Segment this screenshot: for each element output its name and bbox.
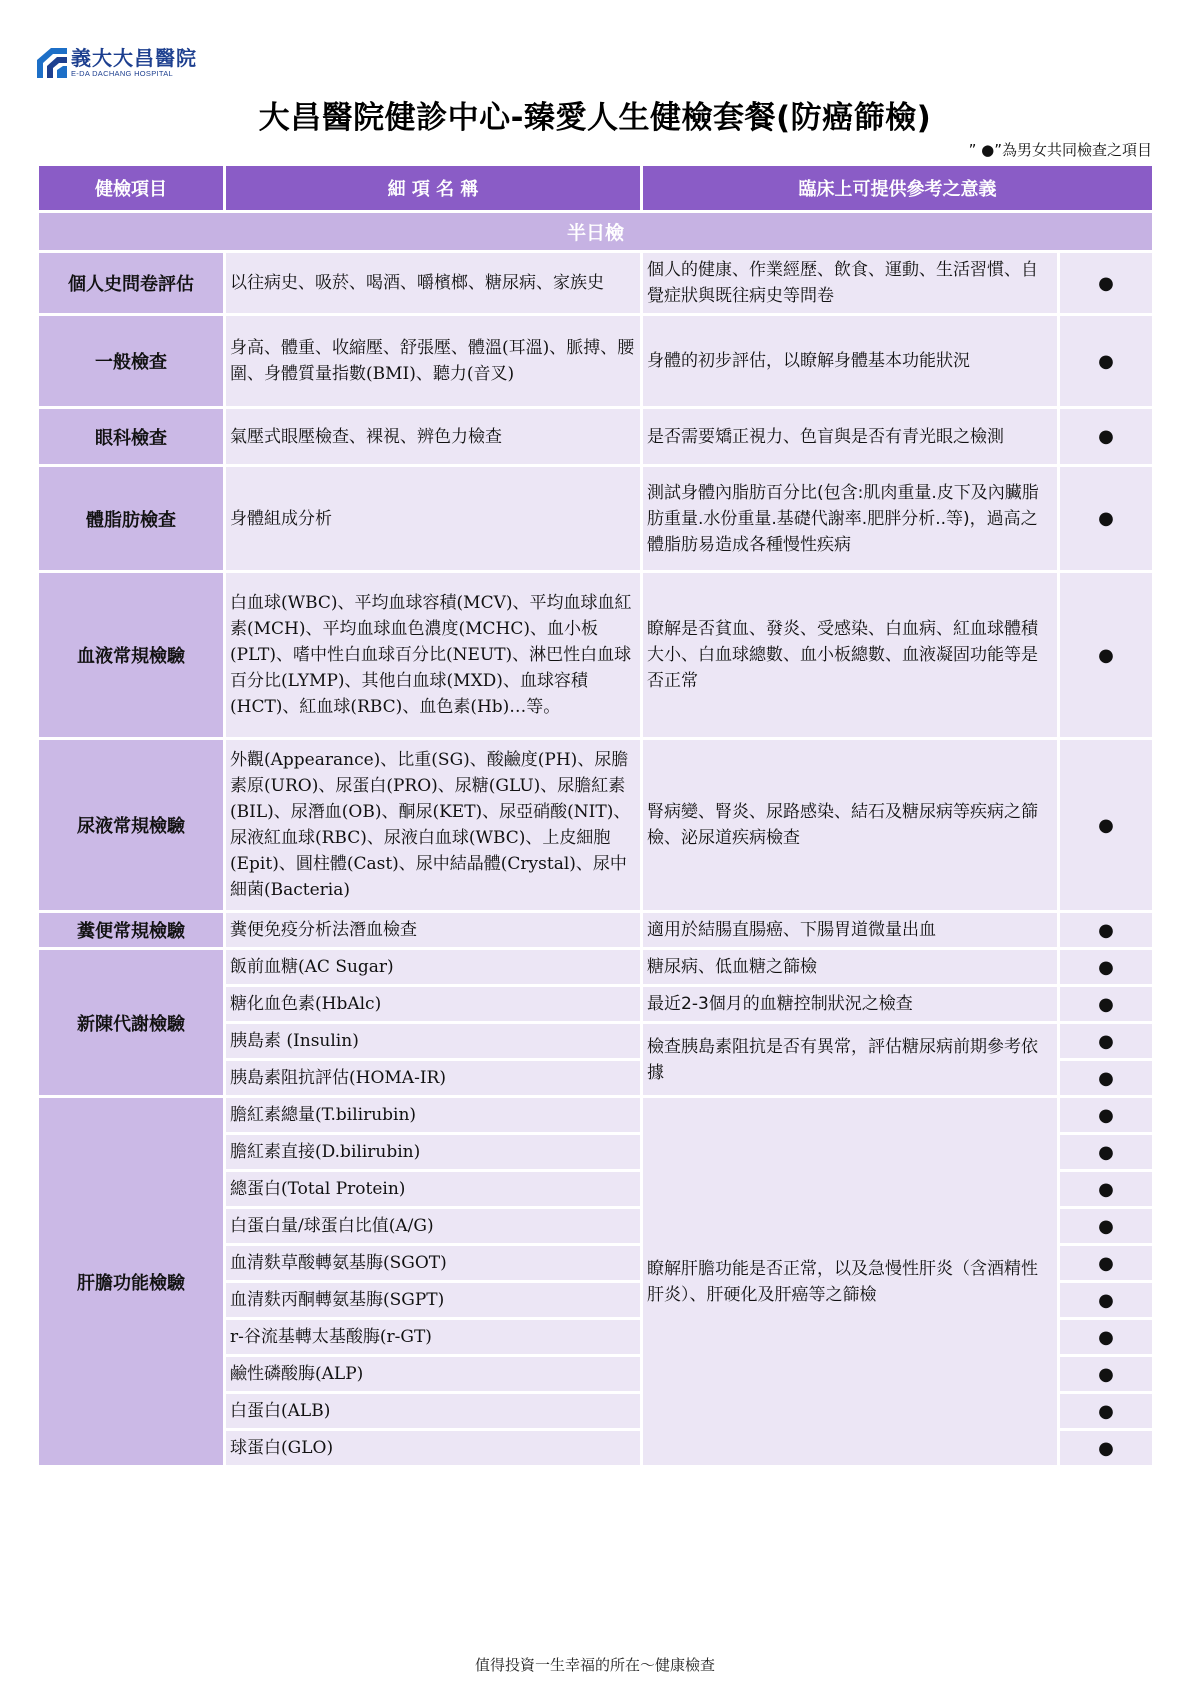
- exam-detail: 以往病史、吸菸、喝酒、嚼檳榔、糖尿病、家族史: [226, 253, 640, 313]
- section-row: [39, 213, 1152, 250]
- exam-detail: 白血球(WBC)、平均血球容積(MCV)、平均血球血紅素(MCH)、平均血球血色濃度(MCHC)、血小板(PLT)、嗜中性白血球百分比(NEUT)、淋巴性白血球百分比(LYMP)、其他白血球(MXD)、血球容積(HCT)、紅血球(RBC)、血色素(Hb)…等。: [226, 573, 640, 737]
- exam-detail: 氣壓式眼壓檢查、裸視、辨色力檢查: [226, 409, 640, 464]
- logo-chinese-name: 義大大昌醫院: [71, 46, 197, 71]
- exam-detail: 飯前血糖(AC Sugar): [226, 950, 640, 984]
- exam-detail: 身高、體重、收縮壓、舒張壓、體溫(耳溫)、脈搏、腰圍、身體質量指數(BMI)、聽力(音叉): [226, 316, 640, 406]
- table-header-row: [39, 166, 1152, 210]
- exam-meaning: 最近2-3個月的血糖控制狀況之檢查: [643, 987, 1057, 1021]
- common-item-dot: ●: [1060, 1357, 1152, 1391]
- exam-detail: r-谷流基轉太基酸脢(r-GT): [226, 1320, 640, 1354]
- table-row: [39, 913, 1152, 947]
- common-item-dot: ●: [1060, 1283, 1152, 1317]
- logo-english-name: E-DA DACHANG HOSPITAL: [71, 69, 174, 79]
- exam-detail: 外觀(Appearance)、比重(SG)、酸鹼度(PH)、尿膽素原(URO)、尿蛋白(PRO)、尿糖(GLU)、尿膽紅素(BIL)、尿潛血(OB)、酮尿(KET)、尿亞硝酸(NIT)、尿液紅血球(RBC)、尿液白血球(WBC)、上皮細胞(Epit)、圓柱體(Cast)、尿中結晶體(Crystal)、尿中細菌(Bacteria): [226, 740, 640, 910]
- exam-detail: 鹼性磷酸脢(ALP): [226, 1357, 640, 1391]
- common-item-dot: ●: [1060, 409, 1152, 464]
- hospital-logo-icon: [37, 48, 67, 78]
- exam-detail: 白蛋白量/球蛋白比值(A/G): [226, 1209, 640, 1243]
- section-title: 半日檢: [39, 213, 1152, 250]
- exam-category: 新陳代謝檢驗: [39, 950, 223, 1095]
- exam-detail: 糖化血色素(HbAlc): [226, 987, 640, 1021]
- exam-meaning: 檢查胰島素阻抗是否有異常，評估糖尿病前期參考依據: [643, 1024, 1057, 1095]
- common-item-dot: ●: [1060, 1135, 1152, 1169]
- common-item-dot: ●: [1060, 950, 1152, 984]
- common-item-dot: ●: [1060, 253, 1152, 313]
- common-item-dot: ●: [1060, 987, 1152, 1021]
- common-item-dot: ●: [1060, 1061, 1152, 1095]
- exam-meaning: 身體的初步評估，以瞭解身體基本功能狀況: [643, 316, 1057, 406]
- table-row: [39, 740, 1152, 910]
- common-item-dot: ●: [1060, 1172, 1152, 1206]
- hospital-logo: [37, 46, 197, 80]
- exam-detail: 膽紅素總量(T.bilirubin): [226, 1098, 640, 1132]
- table-row: [39, 573, 1152, 737]
- exam-table: [36, 163, 1155, 1468]
- table-row: [39, 253, 1152, 313]
- exam-detail: 血清麩丙酮轉氨基脢(SGPT): [226, 1283, 640, 1317]
- exam-meaning: 是否需要矯正視力、色盲與是否有青光眼之檢測: [643, 409, 1057, 464]
- exam-category: 個人史問卷評估: [39, 253, 223, 313]
- exam-detail: 身體組成分析: [226, 467, 640, 570]
- exam-meaning: 瞭解肝膽功能是否正常，以及急慢性肝炎（含酒精性肝炎）、肝硬化及肝癌等之篩檢: [643, 1098, 1057, 1465]
- exam-detail: 胰島素 (Insulin): [226, 1024, 640, 1058]
- exam-detail: 球蛋白(GLO): [226, 1431, 640, 1465]
- exam-category: 尿液常規檢驗: [39, 740, 223, 910]
- exam-meaning: 個人的健康、作業經歷、飲食、運動、生活習慣、自覺症狀與既往病史等問卷: [643, 253, 1057, 313]
- common-item-dot: ●: [1060, 467, 1152, 570]
- table-row: [39, 316, 1152, 406]
- common-item-dot: ●: [1060, 1024, 1152, 1058]
- exam-meaning: 瞭解是否貧血、發炎、受感染、白血病、紅血球體積大小、白血球總數、血小板總數、血液凝固功能等是否正常: [643, 573, 1057, 737]
- exam-category: 肝膽功能檢驗: [39, 1098, 223, 1465]
- page-title: 大昌醫院健診中心-臻愛人生健檢套餐(防癌篩檢): [258, 100, 932, 136]
- header-exam-item: 健檢項目: [39, 166, 223, 210]
- legend-note: ” ●”為男女共同檢查之項目: [968, 141, 1152, 159]
- common-item-dot: ●: [1060, 1246, 1152, 1280]
- common-item-dot: ●: [1060, 1209, 1152, 1243]
- exam-category: 體脂肪檢查: [39, 467, 223, 570]
- header-detail-name: 細 項 名 稱: [226, 166, 640, 210]
- exam-meaning: 測試身體內脂肪百分比(包含:肌肉重量.皮下及內臟脂肪重量.水份重量.基礎代謝率.肥胖分析..等)，過高之體脂肪易造成各種慢性疾病: [643, 467, 1057, 570]
- common-item-dot: ●: [1060, 913, 1152, 947]
- exam-detail: 白蛋白(ALB): [226, 1394, 640, 1428]
- common-item-dot: ●: [1060, 1320, 1152, 1354]
- exam-category: 一般檢查: [39, 316, 223, 406]
- table-row: [39, 950, 1152, 984]
- table-row: [39, 1098, 1152, 1132]
- exam-detail: 總蛋白(Total Protein): [226, 1172, 640, 1206]
- exam-category: 眼科檢查: [39, 409, 223, 464]
- exam-category: 糞便常規檢驗: [39, 913, 223, 947]
- common-item-dot: ●: [1060, 573, 1152, 737]
- common-item-dot: ●: [1060, 1394, 1152, 1428]
- table-row: [39, 409, 1152, 464]
- exam-meaning: 糖尿病、低血糖之篩檢: [643, 950, 1057, 984]
- exam-detail: 胰島素阻抗評估(HOMA-IR): [226, 1061, 640, 1095]
- exam-detail: 糞便免疫分析法潛血檢查: [226, 913, 640, 947]
- common-item-dot: ●: [1060, 1098, 1152, 1132]
- exam-detail: 膽紅素直接(D.bilirubin): [226, 1135, 640, 1169]
- exam-category: 血液常規檢驗: [39, 573, 223, 737]
- table-row: [39, 467, 1152, 570]
- exam-detail: 血清麩草酸轉氨基脢(SGOT): [226, 1246, 640, 1280]
- common-item-dot: ●: [1060, 740, 1152, 910]
- exam-meaning: 腎病變、腎炎、尿路感染、結石及糖尿病等疾病之篩檢、泌尿道疾病檢查: [643, 740, 1057, 910]
- footer-slogan: 值得投資一生幸福的所在～健康檢查: [474, 1656, 715, 1674]
- header-clinical-meaning: 臨床上可提供參考之意義: [643, 166, 1152, 210]
- common-item-dot: ●: [1060, 1431, 1152, 1465]
- exam-meaning: 適用於結腸直腸癌、下腸胃道微量出血: [643, 913, 1057, 947]
- common-item-dot: ●: [1060, 316, 1152, 406]
